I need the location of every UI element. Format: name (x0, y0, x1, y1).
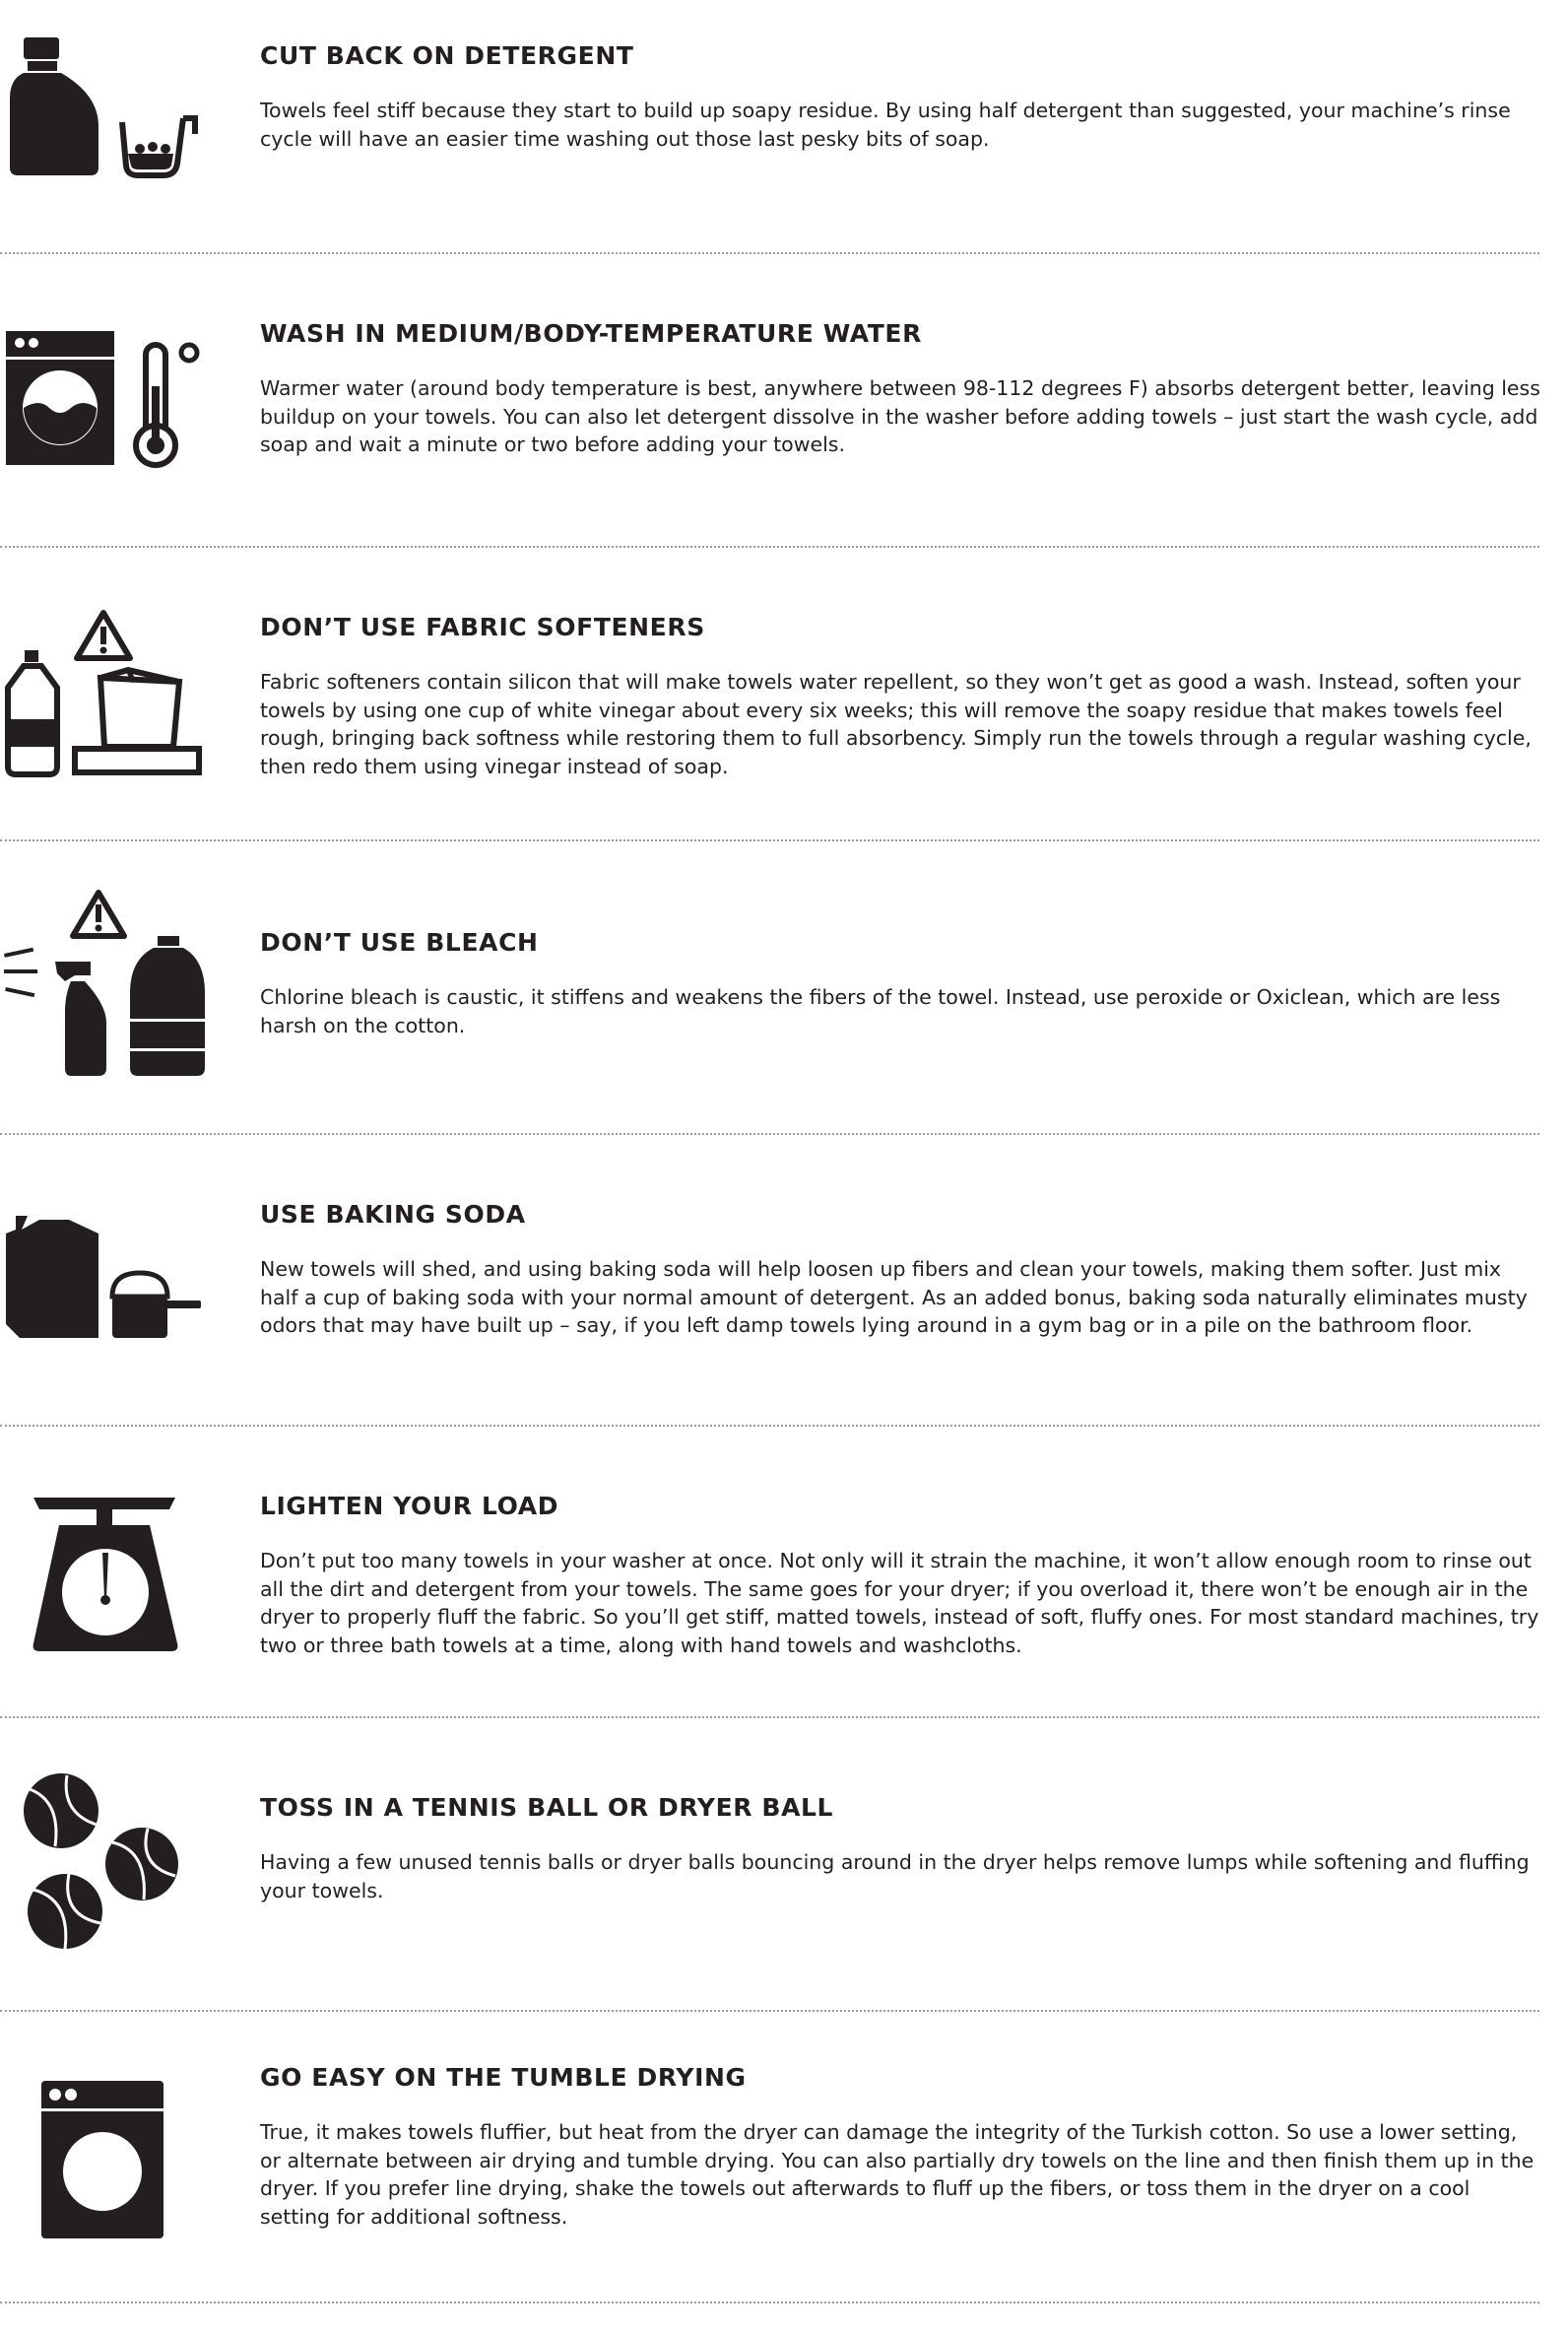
tip-body: Don’t put too many towels in your washer at once. Not only will it strain the machine, it won’t allow enough room to rinse out all the dirt and detergent from your towels. The same goes for your dryer; if you overload it, there won’t be enough air in the dryer to properly fluff the fabric. So you’ll get stiff, matted towels, instead of soft, fluffy ones. For most standard machines, try two or three bath towels at a time, along with hand towels and washcloths. (260, 1549, 1539, 1657)
tip-title: LIGHTEN YOUR LOAD (260, 1492, 559, 1520)
detergent-bottle-and-cup-icon (0, 0, 217, 197)
tip-body: True, it makes towels fluffier, but heat from the dryer can damage the integrity of the Turkish cotton. So use a lower setting, or alternate between air drying and tumble drying. You can also partially dry towels on the line and then finish them up in the dryer. If you prefer line drying, shake the towels out afterwards to fluff up the fibers, or toss them in the dryer on a cool setting for additional softness. (260, 2120, 1535, 2229)
section-divider (0, 839, 1539, 841)
tip-title: CUT BACK ON DETERGENT (260, 41, 634, 70)
bleach-spray-warning-icon (0, 865, 217, 1082)
tip-title: TOSS IN A TENNIS BALL OR DRYER BALL (260, 1793, 834, 1822)
tip-title: GO EASY ON THE TUMBLE DRYING (260, 2063, 747, 2092)
baking-soda-box-and-scoop-icon (0, 1159, 217, 1356)
section-divider (0, 1716, 1539, 1718)
section-divider (0, 252, 1539, 254)
tumble-dryer-icon (0, 2035, 217, 2252)
tip-title: DON’T USE FABRIC SOFTENERS (260, 613, 705, 641)
tip-body: Fabric softeners contain silicon that will make towels water repellent, so they won’t get as good a wash. Instead, soften your towels by using one cup of white vinegar about every six weeks; this will remove the soapy residue that makes towels feel rough, bringing back softness while restoring them to full absorbency. Simply run the towels through a regular washing cycle, then redo them using vinegar instead of soap. (260, 670, 1532, 778)
tip-title: WASH IN MEDIUM/BODY-TEMPERATURE WATER (260, 319, 922, 348)
tip-body: Chlorine bleach is caustic, it stiffens and weakens the fibers of the towel. Instead, use peroxide or Oxiclean, which are less harsh on the cotton. (260, 985, 1501, 1037)
section-divider (0, 1425, 1539, 1427)
tip-body: New towels will shed, and using baking soda will help loosen up fibers and clean your towels, making them softer. Just mix half a cup of baking soda with your normal amount of detergent. As an added bonus, baking soda naturally eliminates musty odors that may have built up – say, if you left damp towels lying around in a gym bag or in a pile on the bathroom floor. (260, 1257, 1528, 1337)
tip-body: Warmer water (around body temperature is best, anywhere between 98-112 degrees F) absorbs detergent better, leaving less buildup on your towels. You can also let detergent dissolve in the washer before adding towels – just start the wash cycle, add soap and wait a minute or two before adding your towels. (260, 376, 1540, 456)
washing-machine-and-thermometer-icon (0, 278, 217, 475)
tip-body: Having a few unused tennis balls or dryer balls bouncing around in the dryer helps remove lumps while softening and fluffing your towels. (260, 1850, 1530, 1902)
tip-title: USE BAKING SODA (260, 1200, 526, 1229)
section-divider (0, 1133, 1539, 1135)
tip-body: Towels feel stiff because they start to build up soapy residue. By using half detergent than suggested, your machine’s rinse cycle will have an easier time washing out those last pesky bits of soap. (260, 99, 1511, 151)
section-divider (0, 2302, 1539, 2303)
fabric-softener-warning-icon (0, 571, 217, 788)
tennis-balls-icon (0, 1742, 217, 1959)
weighing-scale-icon (0, 1450, 217, 1667)
section-divider (0, 546, 1539, 548)
tip-title: DON’T USE BLEACH (260, 928, 539, 957)
section-divider (0, 2010, 1539, 2012)
